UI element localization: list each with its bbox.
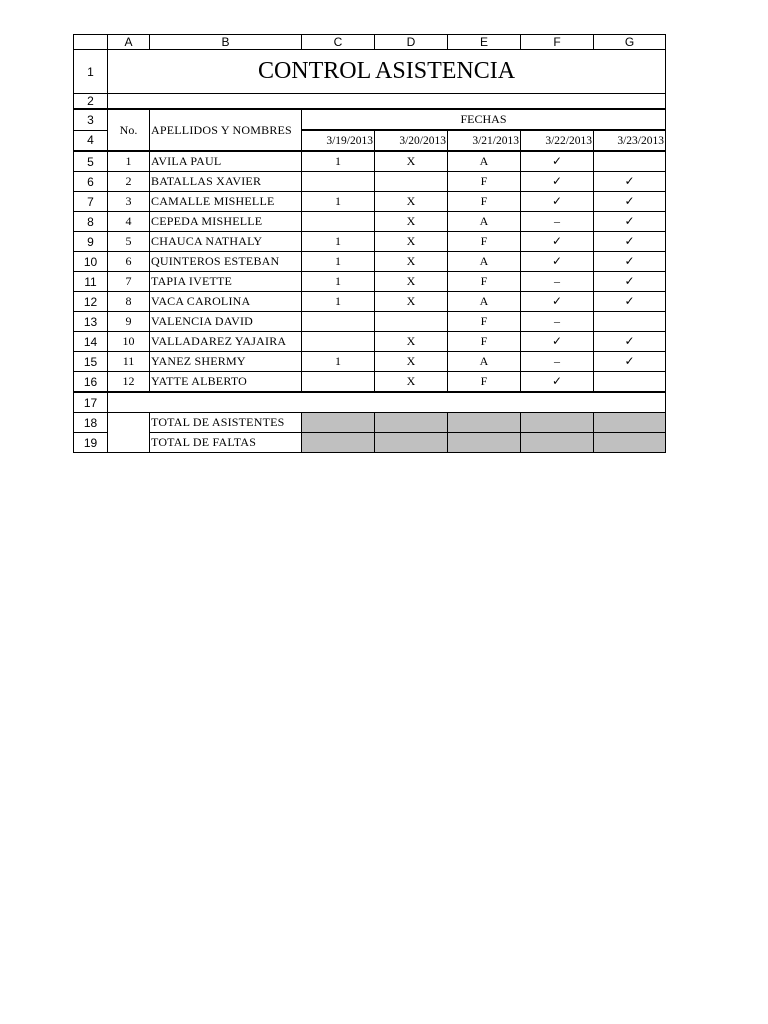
- sheet-row: [74, 392, 666, 413]
- attendance-c[interactable]: 1: [302, 192, 375, 212]
- student-row: [74, 192, 666, 212]
- student-row: [74, 151, 666, 172]
- attendance-f[interactable]: ✓: [521, 292, 594, 312]
- row-header[interactable]: 12: [74, 292, 108, 312]
- names-header[interactable]: APELLIDOS Y NOMBRES: [150, 109, 302, 151]
- total-faltas-label[interactable]: TOTAL DE FALTAS: [150, 433, 302, 453]
- row-header[interactable]: 5: [74, 151, 108, 172]
- attendance-g[interactable]: [594, 151, 666, 172]
- total-asistentes-label[interactable]: TOTAL DE ASISTENTES: [150, 413, 302, 433]
- student-row: [74, 252, 666, 272]
- student-number[interactable]: 3: [108, 192, 150, 212]
- date-header[interactable]: 3/20/2013: [375, 130, 448, 151]
- total-cell[interactable]: [448, 433, 521, 453]
- student-name[interactable]: VALLADAREZ YAJAIRA: [150, 332, 302, 352]
- attendance-e[interactable]: F: [448, 372, 521, 393]
- column-header-row: [74, 35, 666, 50]
- student-number[interactable]: 7: [108, 272, 150, 292]
- student-row: [74, 272, 666, 292]
- attendance-c[interactable]: 1: [302, 252, 375, 272]
- student-name[interactable]: CEPEDA MISHELLE: [150, 212, 302, 232]
- student-number[interactable]: 9: [108, 312, 150, 332]
- attendance-c[interactable]: [302, 332, 375, 352]
- row-header[interactable]: 1: [74, 50, 108, 94]
- attendance-g[interactable]: ✓: [594, 332, 666, 352]
- attendance-e[interactable]: F: [448, 332, 521, 352]
- attendance-g[interactable]: ✓: [594, 352, 666, 372]
- total-cell[interactable]: [302, 413, 375, 433]
- date-header[interactable]: 3/23/2013: [594, 130, 666, 151]
- student-name[interactable]: TAPIA IVETTE: [150, 272, 302, 292]
- attendance-g[interactable]: ✓: [594, 292, 666, 312]
- row-header[interactable]: 4: [74, 130, 108, 151]
- total-cell[interactable]: [594, 433, 666, 453]
- row-header[interactable]: 6: [74, 172, 108, 192]
- student-name[interactable]: AVILA PAUL: [150, 151, 302, 172]
- total-cell[interactable]: [521, 413, 594, 433]
- attendance-g[interactable]: [594, 312, 666, 332]
- attendance-f[interactable]: –: [521, 272, 594, 292]
- attendance-d[interactable]: X: [375, 292, 448, 312]
- column-header-d[interactable]: D: [375, 35, 448, 50]
- total-cell[interactable]: [302, 433, 375, 453]
- row-header[interactable]: 15: [74, 352, 108, 372]
- attendance-e[interactable]: A: [448, 151, 521, 172]
- attendance-d[interactable]: X: [375, 212, 448, 232]
- sheet-row: [74, 50, 666, 94]
- student-row: [74, 232, 666, 252]
- attendance-d[interactable]: [375, 172, 448, 192]
- attendance-c[interactable]: [302, 172, 375, 192]
- attendance-f[interactable]: ✓: [521, 232, 594, 252]
- attendance-f[interactable]: –: [521, 312, 594, 332]
- column-header-g[interactable]: G: [594, 35, 666, 50]
- row-header[interactable]: 18: [74, 413, 108, 433]
- student-number[interactable]: 1: [108, 151, 150, 172]
- attendance-f[interactable]: ✓: [521, 372, 594, 393]
- attendance-c[interactable]: [302, 372, 375, 393]
- student-number[interactable]: 8: [108, 292, 150, 312]
- attendance-f[interactable]: –: [521, 352, 594, 372]
- no-header[interactable]: No.: [108, 109, 150, 151]
- empty-cell[interactable]: [108, 94, 666, 110]
- student-name[interactable]: CAMALLE MISHELLE: [150, 192, 302, 212]
- attendance-g[interactable]: ✓: [594, 192, 666, 212]
- row-header[interactable]: 13: [74, 312, 108, 332]
- attendance-c[interactable]: [302, 212, 375, 232]
- attendance-c[interactable]: 1: [302, 151, 375, 172]
- date-header[interactable]: 3/21/2013: [448, 130, 521, 151]
- attendance-f[interactable]: –: [521, 212, 594, 232]
- total-cell[interactable]: [448, 413, 521, 433]
- attendance-e[interactable]: F: [448, 192, 521, 212]
- attendance-g[interactable]: ✓: [594, 212, 666, 232]
- empty-cell[interactable]: [108, 413, 150, 453]
- column-header-e[interactable]: E: [448, 35, 521, 50]
- attendance-f[interactable]: ✓: [521, 252, 594, 272]
- sheet-row: [74, 94, 666, 110]
- attendance-e[interactable]: F: [448, 232, 521, 252]
- row-header[interactable]: 16: [74, 372, 108, 393]
- student-name[interactable]: VACA CAROLINA: [150, 292, 302, 312]
- attendance-e[interactable]: F: [448, 172, 521, 192]
- student-rows: [74, 151, 666, 392]
- student-number[interactable]: 2: [108, 172, 150, 192]
- student-row: [74, 312, 666, 332]
- student-row: [74, 352, 666, 372]
- attendance-d[interactable]: X: [375, 272, 448, 292]
- student-name[interactable]: YATTE ALBERTO: [150, 372, 302, 393]
- sheet-row: [74, 413, 666, 433]
- student-number[interactable]: 12: [108, 372, 150, 393]
- row-header[interactable]: 2: [74, 94, 108, 110]
- row-header[interactable]: 10: [74, 252, 108, 272]
- row-header[interactable]: 3: [74, 109, 108, 130]
- row-header[interactable]: 14: [74, 332, 108, 352]
- attendance-f[interactable]: ✓: [521, 332, 594, 352]
- student-number[interactable]: 11: [108, 352, 150, 372]
- attendance-g[interactable]: ✓: [594, 252, 666, 272]
- attendance-d[interactable]: X: [375, 232, 448, 252]
- total-cell[interactable]: [594, 413, 666, 433]
- attendance-c[interactable]: [302, 312, 375, 332]
- student-row: [74, 212, 666, 232]
- student-number[interactable]: 5: [108, 232, 150, 252]
- attendance-f[interactable]: ✓: [521, 172, 594, 192]
- student-row: [74, 332, 666, 352]
- sheet-row: [74, 433, 666, 453]
- student-number[interactable]: 4: [108, 212, 150, 232]
- spreadsheet-grid: [73, 34, 666, 453]
- attendance-e[interactable]: F: [448, 312, 521, 332]
- sheet-row: [74, 109, 666, 130]
- attendance-c[interactable]: 1: [302, 352, 375, 372]
- attendance-e[interactable]: A: [448, 292, 521, 312]
- column-header-c[interactable]: C: [302, 35, 375, 50]
- student-number[interactable]: 10: [108, 332, 150, 352]
- student-name[interactable]: BATALLAS XAVIER: [150, 172, 302, 192]
- total-cell[interactable]: [375, 413, 448, 433]
- attendance-d[interactable]: X: [375, 332, 448, 352]
- attendance-f[interactable]: ✓: [521, 192, 594, 212]
- attendance-d[interactable]: X: [375, 372, 448, 393]
- student-name[interactable]: CHAUCA NATHALY: [150, 232, 302, 252]
- attendance-g[interactable]: ✓: [594, 172, 666, 192]
- total-cell[interactable]: [375, 433, 448, 453]
- sheet-title[interactable]: CONTROL ASISTENCIA: [108, 50, 666, 94]
- attendance-c[interactable]: 1: [302, 272, 375, 292]
- student-name[interactable]: QUINTEROS ESTEBAN: [150, 252, 302, 272]
- attendance-g[interactable]: [594, 372, 666, 393]
- attendance-g[interactable]: ✓: [594, 272, 666, 292]
- student-row: [74, 372, 666, 393]
- fechas-header[interactable]: FECHAS: [302, 109, 666, 130]
- student-row: [74, 172, 666, 192]
- attendance-d[interactable]: X: [375, 252, 448, 272]
- attendance-e[interactable]: A: [448, 252, 521, 272]
- column-header-f[interactable]: F: [521, 35, 594, 50]
- attendance-d[interactable]: X: [375, 151, 448, 172]
- attendance-e[interactable]: A: [448, 352, 521, 372]
- empty-cell[interactable]: [108, 392, 666, 413]
- attendance-d[interactable]: X: [375, 192, 448, 212]
- row-header[interactable]: 9: [74, 232, 108, 252]
- attendance-d[interactable]: X: [375, 352, 448, 372]
- attendance-c[interactable]: 1: [302, 232, 375, 252]
- date-header[interactable]: 3/19/2013: [302, 130, 375, 151]
- row-header[interactable]: 11: [74, 272, 108, 292]
- student-name[interactable]: YANEZ SHERMY: [150, 352, 302, 372]
- row-header[interactable]: 7: [74, 192, 108, 212]
- student-number[interactable]: 6: [108, 252, 150, 272]
- attendance-e[interactable]: F: [448, 272, 521, 292]
- row-header[interactable]: 8: [74, 212, 108, 232]
- attendance-f[interactable]: ✓: [521, 151, 594, 172]
- attendance-e[interactable]: A: [448, 212, 521, 232]
- corner-cell[interactable]: [74, 35, 108, 50]
- row-header[interactable]: 17: [74, 392, 108, 413]
- row-header[interactable]: 19: [74, 433, 108, 453]
- total-cell[interactable]: [521, 433, 594, 453]
- attendance-c[interactable]: 1: [302, 292, 375, 312]
- column-header-a[interactable]: A: [108, 35, 150, 50]
- column-header-b[interactable]: B: [150, 35, 302, 50]
- date-header[interactable]: 3/22/2013: [521, 130, 594, 151]
- student-name[interactable]: VALENCIA DAVID: [150, 312, 302, 332]
- attendance-d[interactable]: [375, 312, 448, 332]
- attendance-g[interactable]: ✓: [594, 232, 666, 252]
- student-row: [74, 292, 666, 312]
